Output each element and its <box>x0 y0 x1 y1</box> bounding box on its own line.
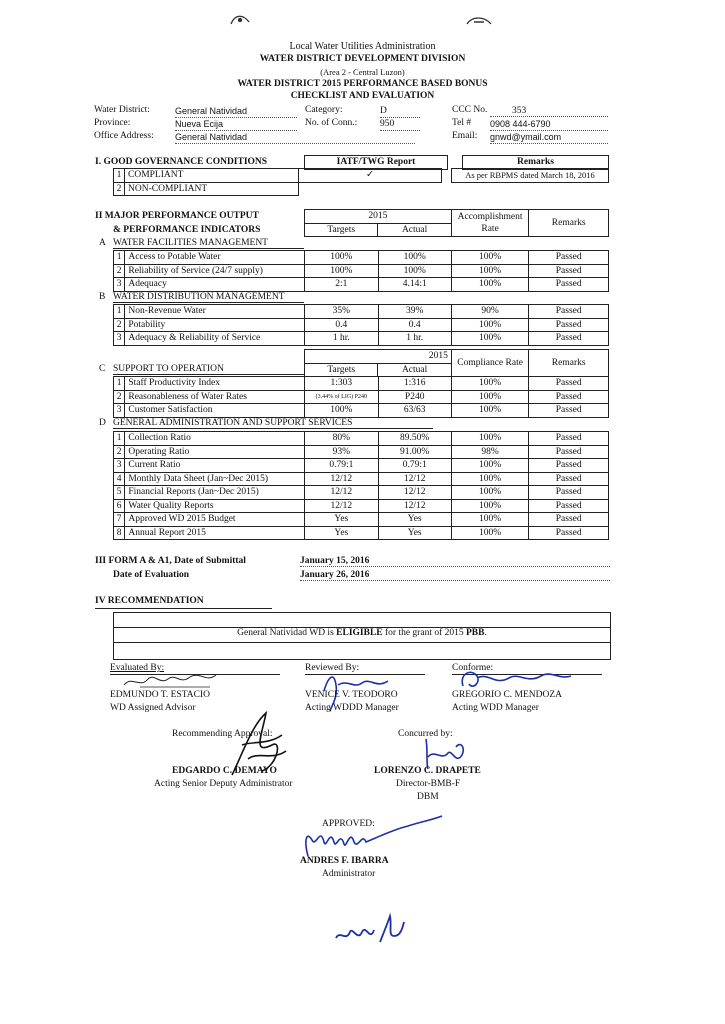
actual-value: Yes <box>378 513 451 527</box>
concurrer-title: Director-BMB-F <box>396 779 461 789</box>
remarks-value: Passed <box>529 377 609 391</box>
indicator-label: Adequacy <box>125 278 305 292</box>
rate-value: 100% <box>451 486 529 500</box>
reviewer-title: Acting WDDD Manager <box>305 703 399 713</box>
actual-value: 39% <box>378 305 451 319</box>
targets-header: Targets <box>305 223 378 237</box>
target-value: 1 hr. <box>305 332 378 346</box>
section-b-title: WATER DISTRIBUTION MANAGEMENT <box>113 292 304 303</box>
indicator-label: Reliability of Service (24/7 supply) <box>125 264 305 278</box>
conformer-name: GREGORIO C. MENDOZA <box>452 690 563 700</box>
row-number: 2 <box>114 318 125 332</box>
remarks-value: Passed <box>529 390 609 404</box>
row-number: 6 <box>114 499 125 513</box>
approved-label: APPROVED: <box>322 819 375 829</box>
conn-label: No. of Conn.: <box>305 118 358 128</box>
year-header: 2015 <box>305 210 452 224</box>
concurrer-name: LORENZO C. DRAPETE <box>374 766 481 776</box>
actual-value: 12/12 <box>378 486 451 500</box>
remarks-value: Passed <box>529 404 609 418</box>
water-district-value: General Natividad <box>175 105 297 118</box>
row-number: 2 <box>114 182 125 196</box>
target-value: 12/12 <box>305 499 378 513</box>
ccc-label: CCC No. <box>452 105 488 115</box>
rate-value: 100% <box>451 278 529 292</box>
actual-value: Yes <box>378 526 451 540</box>
row-number: 5 <box>114 486 125 500</box>
table-row <box>114 377 609 391</box>
rate-value: 100% <box>451 499 529 513</box>
actual-value: 91.00% <box>378 445 451 459</box>
approver-name: ANDRES F. IBARRA <box>300 856 389 866</box>
remarks-value: Passed <box>529 432 609 446</box>
target-value: 1:303 <box>305 377 378 391</box>
indicator-label: Reasonableness of Water Rates <box>125 390 305 404</box>
table-row <box>114 182 609 196</box>
office-address-value: General Natividad <box>175 131 415 144</box>
form-subtitle: CHECKLIST AND EVALUATION <box>290 91 435 101</box>
row-number: 7 <box>114 513 125 527</box>
row-number: 3 <box>114 332 125 346</box>
division-name: WATER DISTRICT DEVELOPMENT DIVISION <box>259 54 466 64</box>
indicator-label: Current Ratio <box>125 459 305 473</box>
reviewed-by-label: Reviewed By: <box>305 663 360 673</box>
remarks-value: Passed <box>529 526 609 540</box>
target-value: Yes <box>305 526 378 540</box>
tel-value: 0908 444-6790 <box>490 118 608 131</box>
remarks-value: Passed <box>529 332 609 346</box>
form-heading: III FORM A & A1, Date of Submittal <box>95 556 246 566</box>
table-row <box>114 472 609 486</box>
province-label: Province: <box>94 118 131 128</box>
remarks-value: Passed <box>529 264 609 278</box>
compliance-rate-header: Compliance Rate <box>451 350 529 377</box>
remarks-header: Remarks <box>529 350 609 377</box>
indicator-label: Annual Report 2015 <box>125 526 305 540</box>
evaluator-name: EDMUNDO T. ESTACIO <box>110 690 210 700</box>
target-value: 100% <box>305 404 378 418</box>
section-a-table <box>113 250 609 292</box>
concurred-label: Concurred by: <box>398 729 453 739</box>
row-number: 1 <box>114 305 125 319</box>
table-row <box>114 486 609 500</box>
targets-header: Targets <box>305 363 378 377</box>
table-row <box>114 264 609 278</box>
table-row <box>114 251 609 265</box>
target-value: 2:1 <box>305 278 378 292</box>
remarks-value: Passed <box>529 278 609 292</box>
remarks-col-header: Remarks <box>463 156 609 170</box>
actual-value: 1 hr. <box>378 332 451 346</box>
approver-signature-icon <box>296 812 446 862</box>
indicator-label: Staff Productivity Index <box>125 377 305 391</box>
target-value: 12/12 <box>305 472 378 486</box>
compliance-header-table <box>304 349 609 377</box>
target-value: Yes <box>305 513 378 527</box>
checkmark-icon: ✓ <box>299 169 442 183</box>
indicator-label: Monthly Data Sheet (Jan~Dec 2015) <box>125 472 305 486</box>
concurrer-org: DBM <box>417 792 439 802</box>
rate-value: 100% <box>451 251 529 265</box>
remarks-value: Passed <box>529 472 609 486</box>
remarks-value: Passed <box>529 486 609 500</box>
section-c-table <box>113 376 609 418</box>
table-row <box>114 318 609 332</box>
row-number: 1 <box>114 432 125 446</box>
report-col-header: IATF/TWG Report <box>305 156 448 170</box>
remarks-value: Passed <box>529 251 609 265</box>
rate-value: 100% <box>451 377 529 391</box>
accomplishment-rate-header: Accomplishment Rate <box>451 210 529 237</box>
indicator-label: Adequacy & Reliability of Service <box>125 332 305 346</box>
row-number: 3 <box>114 404 125 418</box>
form-title: WATER DISTRICT 2015 PERFORMANCE BASED BONUS <box>237 79 488 89</box>
conformer-title: Acting WDD Manager <box>452 703 539 713</box>
recommendation-heading: IV RECOMMENDATION <box>95 596 204 606</box>
row-number: 1 <box>114 377 125 391</box>
table-row <box>114 526 609 540</box>
table-row <box>114 499 609 513</box>
target-value: 100% <box>305 251 378 265</box>
target-value: 0.4 <box>305 318 378 332</box>
indicator-label: Collection Ratio <box>125 432 305 446</box>
row-number: 1 <box>114 169 125 183</box>
indicator-label: Approved WD 2015 Budget <box>125 513 305 527</box>
table-row <box>114 459 609 473</box>
table-row <box>114 404 609 418</box>
initials-signature-icon <box>330 912 410 952</box>
seal-logo-icon <box>466 14 492 26</box>
actual-value: 12/12 <box>378 499 451 513</box>
rate-value: 100% <box>451 472 529 486</box>
indicator-label: Financial Reports (Jan~Dec 2015) <box>125 486 305 500</box>
table-row <box>114 305 609 319</box>
target-value: 12/12 <box>305 486 378 500</box>
province-value: Nueva Ecija <box>175 118 297 131</box>
actual-value: 0.79:1 <box>378 459 451 473</box>
table-row <box>114 390 609 404</box>
section-c-title: SUPPORT TO OPERATION <box>113 364 304 375</box>
indicator-label: Operating Ratio <box>125 445 305 459</box>
indicator-label: Access to Potable Water <box>125 251 305 265</box>
target-value: 35% <box>305 305 378 319</box>
tel-label: Tel # <box>452 118 472 128</box>
actual-value: 89.50% <box>378 432 451 446</box>
indicator-label: Customer Satisfaction <box>125 404 305 418</box>
rate-value: 100% <box>451 318 529 332</box>
row-number: 1 <box>114 251 125 265</box>
year-header: 2015 <box>305 350 452 364</box>
area-label: (Area 2 - Central Luzon) <box>320 67 405 77</box>
recommendation-text: General Natividad WD is ELIGIBLE for the grant of 2015 PBB. <box>237 628 487 638</box>
remarks-value: Passed <box>529 305 609 319</box>
compliant-label: COMPLIANT <box>125 169 299 183</box>
governance-heading: I. GOOD GOVERNANCE CONDITIONS <box>95 157 268 167</box>
indicator-label: Water Quality Reports <box>125 499 305 513</box>
eval-label: Date of Evaluation <box>113 570 189 580</box>
compliant-remarks: As per RBPMS dated March 18, 2016 <box>452 169 609 183</box>
actual-value: 100% <box>378 251 451 265</box>
ccc-value: 353 <box>490 105 608 117</box>
rate-value: 100% <box>451 513 529 527</box>
conn-value: 950 <box>380 118 420 131</box>
recommendation-box <box>113 612 611 660</box>
section-a-letter: A <box>99 238 106 248</box>
submittal-date: January 15, 2016 <box>300 556 610 567</box>
rate-value: 98% <box>451 445 529 459</box>
section-b-table <box>113 304 609 346</box>
evaluated-by-label: Evaluated By: <box>110 663 165 673</box>
section-b-letter: B <box>99 292 106 302</box>
reviewer-name: VENICE V. TEODORO <box>305 690 398 700</box>
remarks-value: Passed <box>529 513 609 527</box>
recommending-label: Recommending Approval: <box>172 729 273 739</box>
recommender-title: Acting Senior Deputy Administrator <box>154 779 293 789</box>
row-number: 2 <box>114 445 125 459</box>
target-value: 93% <box>305 445 378 459</box>
actual-value: P240 <box>378 390 451 404</box>
row-number: 2 <box>114 390 125 404</box>
rate-value: 100% <box>451 432 529 446</box>
remarks-value: Passed <box>529 499 609 513</box>
remarks-value: Passed <box>529 445 609 459</box>
indicator-label: Potability <box>125 318 305 332</box>
evaluator-title: WD Assigned Advisor <box>110 703 196 713</box>
rate-value: 100% <box>451 332 529 346</box>
remarks-value: Passed <box>529 459 609 473</box>
table-row <box>114 278 609 292</box>
rate-value: 90% <box>451 305 529 319</box>
row-number: 2 <box>114 264 125 278</box>
actual-value: 12/12 <box>378 472 451 486</box>
table-row <box>114 432 609 446</box>
target-value: 0.79:1 <box>305 459 378 473</box>
target-value: 80% <box>305 432 378 446</box>
email-label: Email: <box>452 131 478 141</box>
recommender-name: EDGARDO C. DEMAYO <box>172 766 277 776</box>
email-value: gnwd@ymail.com <box>490 131 608 144</box>
category-label: Category: <box>305 105 343 115</box>
office-address-label: Office Address: <box>94 131 154 141</box>
target-value: 100% <box>305 264 378 278</box>
water-district-label: Water District: <box>94 105 150 115</box>
actual-value: 63/63 <box>378 404 451 418</box>
rate-value: 100% <box>451 526 529 540</box>
agency-name: Local Water Utilities Administration <box>289 41 436 52</box>
indicator-label: Non-Revenue Water <box>125 305 305 319</box>
section-c-letter: C <box>99 364 106 374</box>
approver-title: Administrator <box>322 869 376 879</box>
lwua-logo-icon <box>229 12 251 26</box>
actual-header: Actual <box>378 363 451 377</box>
table-row <box>114 169 609 183</box>
actual-value: 4.14:1 <box>378 278 451 292</box>
actual-value: 0.4 <box>378 318 451 332</box>
mpo-heading-1: II MAJOR PERFORMANCE OUTPUT <box>95 211 259 221</box>
non-compliant-label: NON-COMPLIANT <box>125 182 299 196</box>
row-number: 8 <box>114 526 125 540</box>
row-number: 3 <box>114 278 125 292</box>
rate-value: 100% <box>451 264 529 278</box>
row-number: 3 <box>114 459 125 473</box>
table-row <box>114 513 609 527</box>
section-a-title: WATER FACILITIES MANAGEMENT <box>113 238 304 249</box>
section-d-table <box>113 431 609 540</box>
row-number: 4 <box>114 472 125 486</box>
actual-header: Actual <box>378 223 451 237</box>
actual-value: 100% <box>378 264 451 278</box>
rate-value: 100% <box>451 459 529 473</box>
table-row <box>114 332 609 346</box>
evaluation-date: January 26, 2016 <box>300 570 610 581</box>
rate-value: 100% <box>451 390 529 404</box>
governance-table <box>113 168 609 196</box>
mpo-heading-2: & PERFORMANCE INDICATORS <box>113 225 261 235</box>
table-row <box>114 445 609 459</box>
section-d-letter: D <box>99 418 106 428</box>
section-d-title: GENERAL ADMINISTRATION AND SUPPORT SERVICES <box>113 418 433 429</box>
remarks-header: Remarks <box>529 210 609 237</box>
remarks-value: Passed <box>529 318 609 332</box>
category-value: D <box>380 105 420 118</box>
conforme-label: Conforme: <box>452 663 494 673</box>
target-value: (3.44% of LIG) P240 <box>305 390 378 404</box>
rate-value: 100% <box>451 404 529 418</box>
mpo-header-table <box>304 209 609 237</box>
actual-value: 1:316 <box>378 377 451 391</box>
